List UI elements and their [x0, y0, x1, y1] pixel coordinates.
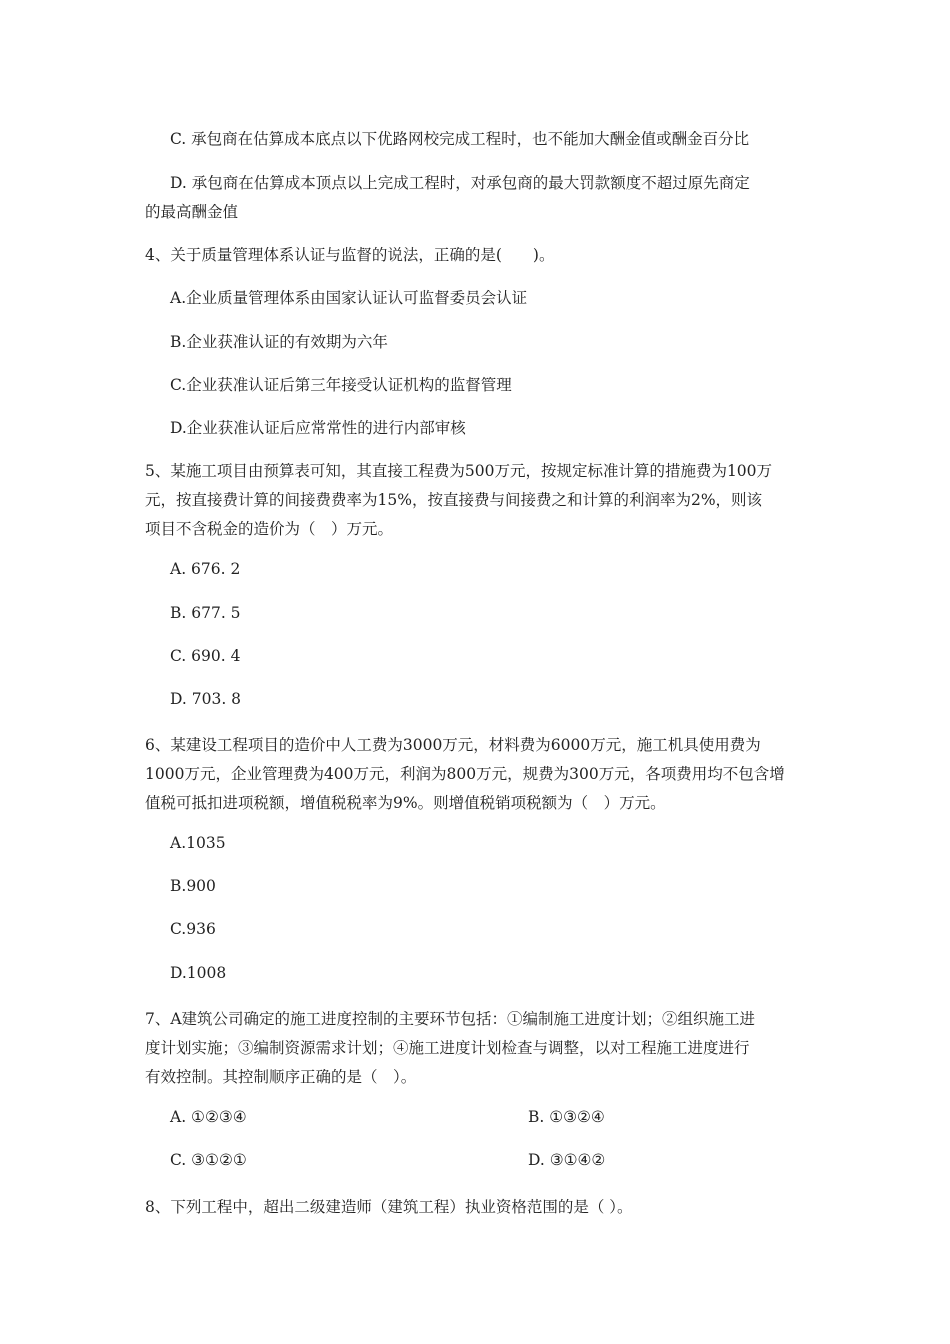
q7-option-c: C. ③①②① [170, 1151, 247, 1169]
q5-option-b: B. 677. 5 [170, 604, 241, 622]
q5-stem-line1: 5、某施工项目由预算表可知，其直接工程费为500万元，按规定标准计算的措施费为100万 [145, 462, 773, 480]
q3-option-d-line2: 的最高酬金值 [145, 203, 239, 221]
q6-option-d: D.1008 [170, 964, 227, 982]
q7-option-a: A. ①②③④ [170, 1108, 247, 1126]
q5-stem-line2: 元，按直接费计算的间接费费率为15%，按直接费与间接费之和计算的利润率为2%，则该 [145, 491, 763, 509]
q6-stem-line3: 值税可抵扣进项税额，增值税税率为9%。则增值税销项税额为（ ）万元。 [145, 794, 666, 812]
q7-option-b: B. ①③②④ [528, 1108, 605, 1126]
q4-option-b: B.企业获准认证的有效期为六年 [170, 333, 388, 351]
q3-option-c: C. 承包商在估算成本底点以下优路网校完成工程时，也不能加大酬金值或酬金百分比 [170, 130, 750, 148]
q7-stem-line2: 度计划实施；③编制资源需求计划；④施工进度计划检查与调整，以对工程施工进度进行 [145, 1039, 750, 1057]
q4-option-d: D.企业获准认证后应常常性的进行内部审核 [170, 419, 466, 437]
q7-stem-line1: 7、A建筑公司确定的施工进度控制的主要环节包括：①编制施工进度计划；②组织施工进 [145, 1010, 756, 1028]
q7-stem-line3: 有效控制。其控制顺序正确的是（ ）。 [145, 1068, 417, 1086]
q6-stem-line2: 1000万元，企业管理费为400万元，利润为800万元，规费为300万元，各项费用均不包含增 [145, 765, 785, 783]
q5-option-d: D. 703. 8 [170, 690, 242, 708]
q6-option-a: A.1035 [170, 834, 226, 852]
q4-option-a: A.企业质量管理体系由国家认证认可监督委员会认证 [170, 289, 528, 307]
q5-option-c: C. 690. 4 [170, 647, 241, 665]
q6-stem-line1: 6、某建设工程项目的造价中人工费为3000万元，材料费为6000万元，施工机具使用费为 [145, 736, 761, 754]
q5-option-a: A. 676. 2 [170, 560, 241, 578]
q7-option-d: D. ③①④② [528, 1151, 606, 1169]
q6-option-b: B.900 [170, 877, 216, 895]
q3-option-d-line1: D. 承包商在估算成本顶点以上完成工程时，对承包商的最大罚款额度不超过原先商定 [170, 174, 750, 192]
q4-option-c: C.企业获准认证后第三年接受认证机构的监督管理 [170, 376, 512, 394]
q4-stem: 4、关于质量管理体系认证与监督的说法，正确的是( )。 [145, 246, 555, 264]
q8-stem: 8、下列工程中，超出二级建造师（建筑工程）执业资格范围的是（ ）。 [145, 1198, 633, 1216]
q5-stem-line3: 项目不含税金的造价为（ ）万元。 [145, 520, 394, 538]
q6-option-c: C.936 [170, 920, 216, 938]
